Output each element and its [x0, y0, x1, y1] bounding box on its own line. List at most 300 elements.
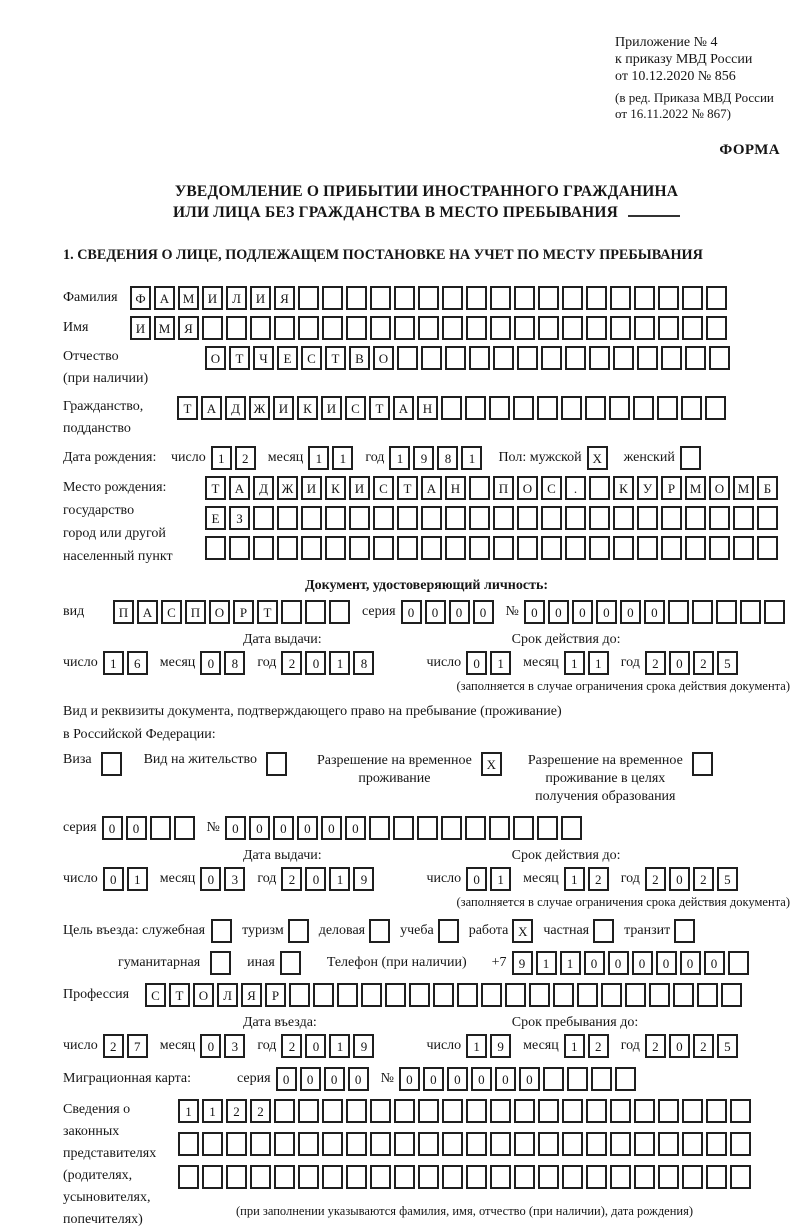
- char-box[interactable]: [370, 316, 391, 340]
- char-box[interactable]: 2: [250, 1099, 271, 1123]
- char-box[interactable]: [490, 1165, 511, 1189]
- char-box[interactable]: [513, 816, 534, 840]
- char-box[interactable]: [682, 1132, 703, 1156]
- char-box[interactable]: Р: [661, 476, 682, 500]
- char-box[interactable]: [721, 983, 742, 1007]
- char-box[interactable]: А: [201, 396, 222, 420]
- char-box[interactable]: Н: [445, 476, 466, 500]
- char-box[interactable]: [565, 506, 586, 530]
- char-box[interactable]: [589, 346, 610, 370]
- char-box[interactable]: 1: [588, 651, 609, 675]
- char-box[interactable]: П: [185, 600, 206, 624]
- char-box[interactable]: [706, 1099, 727, 1123]
- char-box[interactable]: О: [205, 346, 226, 370]
- char-box[interactable]: И: [250, 286, 271, 310]
- char-box[interactable]: [325, 536, 346, 560]
- char-box[interactable]: С: [345, 396, 366, 420]
- char-box[interactable]: [757, 536, 778, 560]
- char-box[interactable]: 1: [332, 446, 353, 470]
- char-box[interactable]: [514, 1099, 535, 1123]
- char-box[interactable]: [346, 1132, 367, 1156]
- char-box[interactable]: И: [301, 476, 322, 500]
- char-box[interactable]: Т: [325, 346, 346, 370]
- char-box[interactable]: 0: [321, 816, 342, 840]
- char-box[interactable]: [346, 1165, 367, 1189]
- char-box[interactable]: [469, 536, 490, 560]
- char-box[interactable]: [202, 1132, 223, 1156]
- char-box[interactable]: [538, 1132, 559, 1156]
- char-box[interactable]: 1: [564, 1034, 585, 1058]
- char-box[interactable]: [289, 983, 310, 1007]
- char-box[interactable]: 8: [353, 651, 374, 675]
- char-box[interactable]: [174, 816, 195, 840]
- char-box[interactable]: [250, 1132, 271, 1156]
- char-box[interactable]: 9: [490, 1034, 511, 1058]
- char-box[interactable]: А: [421, 476, 442, 500]
- char-box[interactable]: 5: [717, 867, 738, 891]
- char-box[interactable]: 1: [389, 446, 410, 470]
- char-box[interactable]: [706, 286, 727, 310]
- char-box[interactable]: [418, 1165, 439, 1189]
- char-box[interactable]: 0: [548, 600, 569, 624]
- char-box[interactable]: [637, 346, 658, 370]
- char-box[interactable]: [301, 536, 322, 560]
- char-box[interactable]: 0: [401, 600, 422, 624]
- char-box[interactable]: 9: [512, 951, 533, 975]
- char-box[interactable]: [740, 600, 761, 624]
- char-box[interactable]: [370, 1099, 391, 1123]
- char-box[interactable]: 0: [644, 600, 665, 624]
- char-box[interactable]: [561, 396, 582, 420]
- male-checkbox[interactable]: X: [587, 446, 608, 470]
- char-box[interactable]: [394, 316, 415, 340]
- char-box[interactable]: 2: [226, 1099, 247, 1123]
- char-box[interactable]: [764, 600, 785, 624]
- char-box[interactable]: К: [325, 476, 346, 500]
- char-box[interactable]: [322, 316, 343, 340]
- residence-permit-checkbox[interactable]: [266, 752, 287, 776]
- char-box[interactable]: И: [321, 396, 342, 420]
- char-box[interactable]: [178, 1165, 199, 1189]
- char-box[interactable]: 0: [680, 951, 701, 975]
- char-box[interactable]: 0: [447, 1067, 468, 1091]
- char-box[interactable]: [298, 1132, 319, 1156]
- char-box[interactable]: 0: [305, 867, 326, 891]
- char-box[interactable]: [441, 396, 462, 420]
- char-box[interactable]: [541, 346, 562, 370]
- purpose-other-checkbox[interactable]: [280, 951, 301, 975]
- purpose-humanitarian-checkbox[interactable]: [210, 951, 231, 975]
- char-box[interactable]: [709, 536, 730, 560]
- char-box[interactable]: 0: [276, 1067, 297, 1091]
- char-box[interactable]: [586, 316, 607, 340]
- char-box[interactable]: [553, 983, 574, 1007]
- char-box[interactable]: [613, 506, 634, 530]
- char-box[interactable]: [466, 1099, 487, 1123]
- char-box[interactable]: [250, 1165, 271, 1189]
- char-box[interactable]: [658, 286, 679, 310]
- char-box[interactable]: С: [161, 600, 182, 624]
- char-box[interactable]: 1: [461, 446, 482, 470]
- char-box[interactable]: [370, 1132, 391, 1156]
- char-box[interactable]: [658, 316, 679, 340]
- char-box[interactable]: [490, 316, 511, 340]
- char-box[interactable]: [421, 536, 442, 560]
- char-box[interactable]: [637, 506, 658, 530]
- char-box[interactable]: [585, 396, 606, 420]
- char-box[interactable]: 0: [656, 951, 677, 975]
- char-box[interactable]: [274, 1099, 295, 1123]
- purpose-transit-checkbox[interactable]: [674, 919, 695, 943]
- char-box[interactable]: [661, 346, 682, 370]
- char-box[interactable]: Ф: [130, 286, 151, 310]
- char-box[interactable]: [418, 316, 439, 340]
- char-box[interactable]: 0: [324, 1067, 345, 1091]
- char-box[interactable]: [253, 506, 274, 530]
- char-box[interactable]: [489, 396, 510, 420]
- char-box[interactable]: [298, 316, 319, 340]
- char-box[interactable]: [692, 600, 713, 624]
- char-box[interactable]: Т: [257, 600, 278, 624]
- char-box[interactable]: [202, 1165, 223, 1189]
- char-box[interactable]: [442, 316, 463, 340]
- char-box[interactable]: [394, 286, 415, 310]
- char-box[interactable]: [514, 286, 535, 310]
- char-box[interactable]: [493, 536, 514, 560]
- char-box[interactable]: [421, 506, 442, 530]
- char-box[interactable]: 0: [425, 600, 446, 624]
- char-box[interactable]: [538, 286, 559, 310]
- char-box[interactable]: [730, 1099, 751, 1123]
- char-box[interactable]: 1: [329, 867, 350, 891]
- char-box[interactable]: Д: [225, 396, 246, 420]
- char-box[interactable]: Л: [217, 983, 238, 1007]
- char-box[interactable]: [730, 1165, 751, 1189]
- char-box[interactable]: [610, 316, 631, 340]
- char-box[interactable]: [682, 1165, 703, 1189]
- char-box[interactable]: 0: [524, 600, 545, 624]
- char-box[interactable]: [514, 316, 535, 340]
- char-box[interactable]: [466, 316, 487, 340]
- char-box[interactable]: [445, 506, 466, 530]
- char-box[interactable]: [369, 816, 390, 840]
- char-box[interactable]: У: [637, 476, 658, 500]
- char-box[interactable]: 2: [645, 651, 666, 675]
- char-box[interactable]: [634, 1132, 655, 1156]
- char-box[interactable]: [634, 1165, 655, 1189]
- char-box[interactable]: 0: [103, 867, 124, 891]
- char-box[interactable]: 0: [126, 816, 147, 840]
- char-box[interactable]: [469, 346, 490, 370]
- char-box[interactable]: И: [349, 476, 370, 500]
- char-box[interactable]: [538, 316, 559, 340]
- char-box[interactable]: [538, 1099, 559, 1123]
- char-box[interactable]: [469, 506, 490, 530]
- char-box[interactable]: [657, 396, 678, 420]
- char-box[interactable]: [615, 1067, 636, 1091]
- char-box[interactable]: 1: [490, 867, 511, 891]
- char-box[interactable]: 3: [224, 1034, 245, 1058]
- char-box[interactable]: [625, 983, 646, 1007]
- char-box[interactable]: [610, 1132, 631, 1156]
- char-box[interactable]: [394, 1099, 415, 1123]
- char-box[interactable]: 0: [704, 951, 725, 975]
- char-box[interactable]: [565, 346, 586, 370]
- char-box[interactable]: [373, 506, 394, 530]
- char-box[interactable]: [417, 816, 438, 840]
- char-box[interactable]: К: [297, 396, 318, 420]
- char-box[interactable]: [538, 1165, 559, 1189]
- char-box[interactable]: 1: [202, 1099, 223, 1123]
- char-box[interactable]: [322, 286, 343, 310]
- char-box[interactable]: [586, 1099, 607, 1123]
- char-box[interactable]: 0: [297, 816, 318, 840]
- char-box[interactable]: Я: [178, 316, 199, 340]
- char-box[interactable]: [730, 1132, 751, 1156]
- char-box[interactable]: [441, 816, 462, 840]
- char-box[interactable]: 0: [399, 1067, 420, 1091]
- char-box[interactable]: О: [373, 346, 394, 370]
- char-box[interactable]: [658, 1099, 679, 1123]
- char-box[interactable]: [493, 346, 514, 370]
- char-box[interactable]: [658, 1165, 679, 1189]
- char-box[interactable]: [277, 536, 298, 560]
- char-box[interactable]: [613, 536, 634, 560]
- char-box[interactable]: [517, 506, 538, 530]
- char-box[interactable]: И: [202, 286, 223, 310]
- char-box[interactable]: [370, 286, 391, 310]
- char-box[interactable]: [322, 1132, 343, 1156]
- char-box[interactable]: [421, 346, 442, 370]
- char-box[interactable]: Р: [265, 983, 286, 1007]
- char-box[interactable]: [537, 396, 558, 420]
- char-box[interactable]: [586, 1132, 607, 1156]
- char-box[interactable]: 0: [669, 1034, 690, 1058]
- char-box[interactable]: Ч: [253, 346, 274, 370]
- char-box[interactable]: 6: [127, 651, 148, 675]
- char-box[interactable]: [393, 816, 414, 840]
- char-box[interactable]: [370, 1165, 391, 1189]
- visa-checkbox[interactable]: [101, 752, 122, 776]
- char-box[interactable]: [397, 506, 418, 530]
- char-box[interactable]: [757, 506, 778, 530]
- char-box[interactable]: [613, 346, 634, 370]
- char-box[interactable]: 0: [345, 816, 366, 840]
- char-box[interactable]: 2: [281, 867, 302, 891]
- char-box[interactable]: [490, 286, 511, 310]
- char-box[interactable]: [442, 286, 463, 310]
- char-box[interactable]: Н: [417, 396, 438, 420]
- char-box[interactable]: [325, 506, 346, 530]
- char-box[interactable]: 2: [281, 651, 302, 675]
- char-box[interactable]: [637, 536, 658, 560]
- char-box[interactable]: 1: [329, 651, 350, 675]
- char-box[interactable]: 0: [200, 867, 221, 891]
- char-box[interactable]: [673, 983, 694, 1007]
- char-box[interactable]: [685, 506, 706, 530]
- purpose-business-checkbox[interactable]: [369, 919, 390, 943]
- char-box[interactable]: 0: [273, 816, 294, 840]
- char-box[interactable]: 0: [471, 1067, 492, 1091]
- char-box[interactable]: [397, 346, 418, 370]
- char-box[interactable]: [346, 316, 367, 340]
- char-box[interactable]: [281, 600, 302, 624]
- char-box[interactable]: С: [145, 983, 166, 1007]
- char-box[interactable]: [298, 1165, 319, 1189]
- char-box[interactable]: И: [273, 396, 294, 420]
- char-box[interactable]: [418, 286, 439, 310]
- char-box[interactable]: [658, 1132, 679, 1156]
- char-box[interactable]: [442, 1099, 463, 1123]
- char-box[interactable]: [543, 1067, 564, 1091]
- char-box[interactable]: [601, 983, 622, 1007]
- char-box[interactable]: [442, 1132, 463, 1156]
- temp-edu-checkbox[interactable]: [692, 752, 713, 776]
- char-box[interactable]: М: [733, 476, 754, 500]
- char-box[interactable]: 0: [584, 951, 605, 975]
- char-box[interactable]: [445, 346, 466, 370]
- char-box[interactable]: 2: [693, 867, 714, 891]
- char-box[interactable]: 3: [224, 867, 245, 891]
- char-box[interactable]: [661, 506, 682, 530]
- char-box[interactable]: [733, 506, 754, 530]
- char-box[interactable]: [409, 983, 430, 1007]
- char-box[interactable]: М: [685, 476, 706, 500]
- char-box[interactable]: 0: [632, 951, 653, 975]
- char-box[interactable]: [205, 536, 226, 560]
- char-box[interactable]: 0: [449, 600, 470, 624]
- char-box[interactable]: [610, 286, 631, 310]
- char-box[interactable]: 0: [608, 951, 629, 975]
- char-box[interactable]: Т: [229, 346, 250, 370]
- char-box[interactable]: 1: [564, 867, 585, 891]
- char-box[interactable]: 0: [466, 651, 487, 675]
- char-box[interactable]: [466, 286, 487, 310]
- char-box[interactable]: 1: [127, 867, 148, 891]
- char-box[interactable]: [562, 316, 583, 340]
- char-box[interactable]: М: [178, 286, 199, 310]
- char-box[interactable]: 0: [669, 651, 690, 675]
- char-box[interactable]: [517, 346, 538, 370]
- char-box[interactable]: [709, 506, 730, 530]
- char-box[interactable]: Е: [205, 506, 226, 530]
- char-box[interactable]: [610, 1165, 631, 1189]
- char-box[interactable]: 1: [490, 651, 511, 675]
- purpose-official-checkbox[interactable]: [211, 919, 232, 943]
- char-box[interactable]: [322, 1165, 343, 1189]
- char-box[interactable]: [529, 983, 550, 1007]
- char-box[interactable]: 1: [564, 651, 585, 675]
- char-box[interactable]: [514, 1132, 535, 1156]
- char-box[interactable]: Я: [241, 983, 262, 1007]
- char-box[interactable]: [681, 396, 702, 420]
- char-box[interactable]: [591, 1067, 612, 1091]
- char-box[interactable]: Л: [226, 286, 247, 310]
- char-box[interactable]: [298, 1099, 319, 1123]
- char-box[interactable]: Ж: [249, 396, 270, 420]
- char-box[interactable]: [589, 506, 610, 530]
- char-box[interactable]: [489, 816, 510, 840]
- char-box[interactable]: [298, 286, 319, 310]
- char-box[interactable]: [562, 286, 583, 310]
- char-box[interactable]: [329, 600, 350, 624]
- char-box[interactable]: [697, 983, 718, 1007]
- char-box[interactable]: [481, 983, 502, 1007]
- char-box[interactable]: О: [709, 476, 730, 500]
- char-box[interactable]: [418, 1099, 439, 1123]
- purpose-private-checkbox[interactable]: [593, 919, 614, 943]
- char-box[interactable]: [541, 506, 562, 530]
- char-box[interactable]: [445, 536, 466, 560]
- char-box[interactable]: 0: [596, 600, 617, 624]
- char-box[interactable]: 1: [211, 446, 232, 470]
- char-box[interactable]: 0: [249, 816, 270, 840]
- char-box[interactable]: [229, 536, 250, 560]
- char-box[interactable]: [668, 600, 689, 624]
- char-box[interactable]: [337, 983, 358, 1007]
- char-box[interactable]: Б: [757, 476, 778, 500]
- char-box[interactable]: И: [130, 316, 151, 340]
- char-box[interactable]: Т: [397, 476, 418, 500]
- char-box[interactable]: [685, 346, 706, 370]
- char-box[interactable]: 9: [413, 446, 434, 470]
- char-box[interactable]: [634, 1099, 655, 1123]
- char-box[interactable]: [682, 316, 703, 340]
- char-box[interactable]: Е: [277, 346, 298, 370]
- char-box[interactable]: О: [209, 600, 230, 624]
- char-box[interactable]: 1: [560, 951, 581, 975]
- char-box[interactable]: 2: [588, 867, 609, 891]
- temp-permit-checkbox[interactable]: X: [481, 752, 502, 776]
- char-box[interactable]: [349, 506, 370, 530]
- char-box[interactable]: 2: [645, 1034, 666, 1058]
- char-box[interactable]: [373, 536, 394, 560]
- char-box[interactable]: 9: [353, 867, 374, 891]
- char-box[interactable]: [274, 316, 295, 340]
- char-box[interactable]: 8: [224, 651, 245, 675]
- char-box[interactable]: 0: [572, 600, 593, 624]
- char-box[interactable]: [322, 1099, 343, 1123]
- char-box[interactable]: [469, 476, 490, 500]
- char-box[interactable]: [490, 1132, 511, 1156]
- char-box[interactable]: [250, 316, 271, 340]
- char-box[interactable]: В: [349, 346, 370, 370]
- char-box[interactable]: Т: [205, 476, 226, 500]
- char-box[interactable]: 0: [200, 651, 221, 675]
- char-box[interactable]: 1: [178, 1099, 199, 1123]
- char-box[interactable]: [633, 396, 654, 420]
- char-box[interactable]: [706, 1132, 727, 1156]
- char-box[interactable]: 1: [308, 446, 329, 470]
- char-box[interactable]: [589, 476, 610, 500]
- char-box[interactable]: 1: [536, 951, 557, 975]
- char-box[interactable]: [202, 316, 223, 340]
- char-box[interactable]: [514, 1165, 535, 1189]
- char-box[interactable]: 0: [200, 1034, 221, 1058]
- char-box[interactable]: А: [137, 600, 158, 624]
- female-checkbox[interactable]: [680, 446, 701, 470]
- char-box[interactable]: [226, 1132, 247, 1156]
- char-box[interactable]: [685, 536, 706, 560]
- char-box[interactable]: [465, 396, 486, 420]
- char-box[interactable]: [513, 396, 534, 420]
- char-box[interactable]: [706, 316, 727, 340]
- char-box[interactable]: [226, 316, 247, 340]
- char-box[interactable]: [562, 1132, 583, 1156]
- char-box[interactable]: [178, 1132, 199, 1156]
- char-box[interactable]: З: [229, 506, 250, 530]
- char-box[interactable]: Р: [233, 600, 254, 624]
